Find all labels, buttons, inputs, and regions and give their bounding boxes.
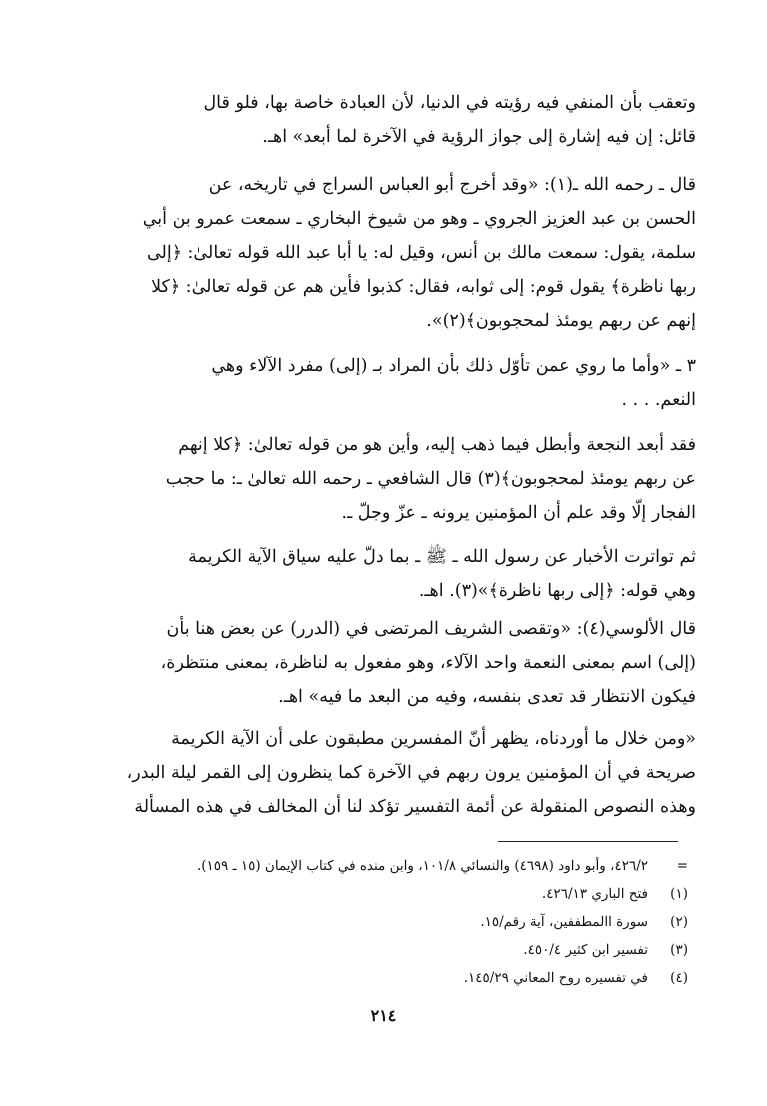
footnote-text: في تفسيره روح المعاني ١٤٥/٢٩. [463, 970, 648, 986]
paragraph-1 [78, 86, 696, 154]
footnotes [120, 852, 688, 992]
footnote-separator [498, 841, 678, 842]
paragraph-6 [78, 612, 696, 714]
line: قال الألوسي(٤): «وتقصى الشريف المرتضى في (الدرر) عن بعض هنا بأن [166, 619, 696, 639]
line: سلمة، يقول: سمعت مالك بن أنس، وقيل له: يا أبا عبد الله قوله تعالىٰ: ﴿إلى [146, 243, 696, 263]
line: «ومن خلال ما أوردناه، يظهر أنّ المفسرين مطبقون على أن الآية الكريمة [171, 729, 696, 749]
line: ٣ ـ «وأما ما روي عمن تأوّل ذلك بأن المراد بـ (إلى) مفرد الآلاء وهي [211, 356, 696, 376]
paragraph-4 [78, 428, 696, 530]
footnote-text: فتح الباري ٤٢٦/١٣. [541, 886, 648, 902]
footnote-marker: (٢) [670, 914, 688, 930]
paragraph-2 [78, 168, 696, 338]
line: الحسن بن عبد العزيز الجروي ـ وهو من شيوخ البخاري ـ سمعت عمرو بن أبي [142, 209, 696, 229]
footnote-text: سورة االمطففين، آية رقم/١٥. [480, 914, 648, 930]
line: عن ربهم يومئذ لمحجوبون﴾(٣) قال الشافعي ـ رحمه الله تعالىٰ ـ: ما حجب [165, 469, 696, 489]
line: ربها ناظرة﴾ يقول قوم: إلى ثوابه، فقال: كذبوا فأين هم عن قوله تعالىٰ: ﴿كلا [151, 277, 696, 297]
line: وهذه النصوص المنقولة عن أئمة التفسير تؤكد لنا أن المخالف في هذه المسألة [134, 797, 696, 817]
line: صريحة في أن المؤمنين يرون ربهم في الآخرة كما ينظرون إلى القمر ليلة البدر، [126, 763, 696, 783]
footnote-item [120, 936, 688, 964]
line: وهي قوله: ﴿إلى ربها ناظرة﴾»(٣). اهـ. [418, 581, 696, 601]
footnote-item [120, 880, 688, 908]
line: قائل: إن فيه إشارة إلى جواز الرؤية في الآخرة لما أبعد» اهـ. [262, 127, 696, 147]
footnote-marker: = [676, 858, 688, 874]
line: (إلى) اسم بمعنى النعمة واحد الآلاء، وهو مفعول به لناظرة، بمعنى منتظرة، [160, 653, 696, 673]
footnote-marker: (١) [670, 886, 688, 902]
paragraph-7 [78, 722, 696, 824]
line: النعم. . . . [621, 390, 696, 410]
line: فيكون الانتظار قد تعدى بنفسه، وفيه من البعد ما فيه» اهـ. [278, 687, 696, 707]
footnote-marker: (٣) [670, 942, 688, 958]
line: ثم تواترت الأخبار عن رسول الله ـ ﷺ ـ بما دلّ عليه سياق الآية الكريمة [188, 547, 696, 567]
paragraph-5 [78, 540, 696, 608]
page-number: ٢١٤ [370, 1006, 397, 1025]
line: فقد أبعد النجعة وأبطل فيما ذهب إليه، وأين هو من قوله تعالىٰ: ﴿كلا إنهم [178, 435, 696, 455]
line: إنهم عن ربهم يومئذ لمحجوبون﴾(٢)». [426, 311, 696, 331]
footnote-item [120, 852, 688, 880]
footnote-text: ٤٢٦/٢، وأبو داود (٤٦٩٨) والنسائي ١٠١/٨، وابن منده في كتاب الإيمان (١٥ ـ ١٥٩). [196, 858, 648, 874]
line: الفجار إلّا وقد علم أن المؤمنين يرونه ـ عزّ وجلّ ـ. [341, 503, 696, 523]
footnote-item [120, 908, 688, 936]
line: قال ـ رحمه الله ـ(١): «وقد أخرج أبو العباس السراج في تاريخه، عن [208, 175, 696, 195]
line: وتعقب بأن المنفي فيه رؤيته في الدنيا، لأن العبادة خاصة بها، فلو قال [203, 93, 696, 113]
footnote-item [120, 964, 688, 992]
paragraph-3 [78, 349, 696, 417]
footnote-text: تفسير ابن كثير ٤٥٠/٤. [523, 942, 648, 958]
footnote-marker: (٤) [670, 970, 688, 986]
